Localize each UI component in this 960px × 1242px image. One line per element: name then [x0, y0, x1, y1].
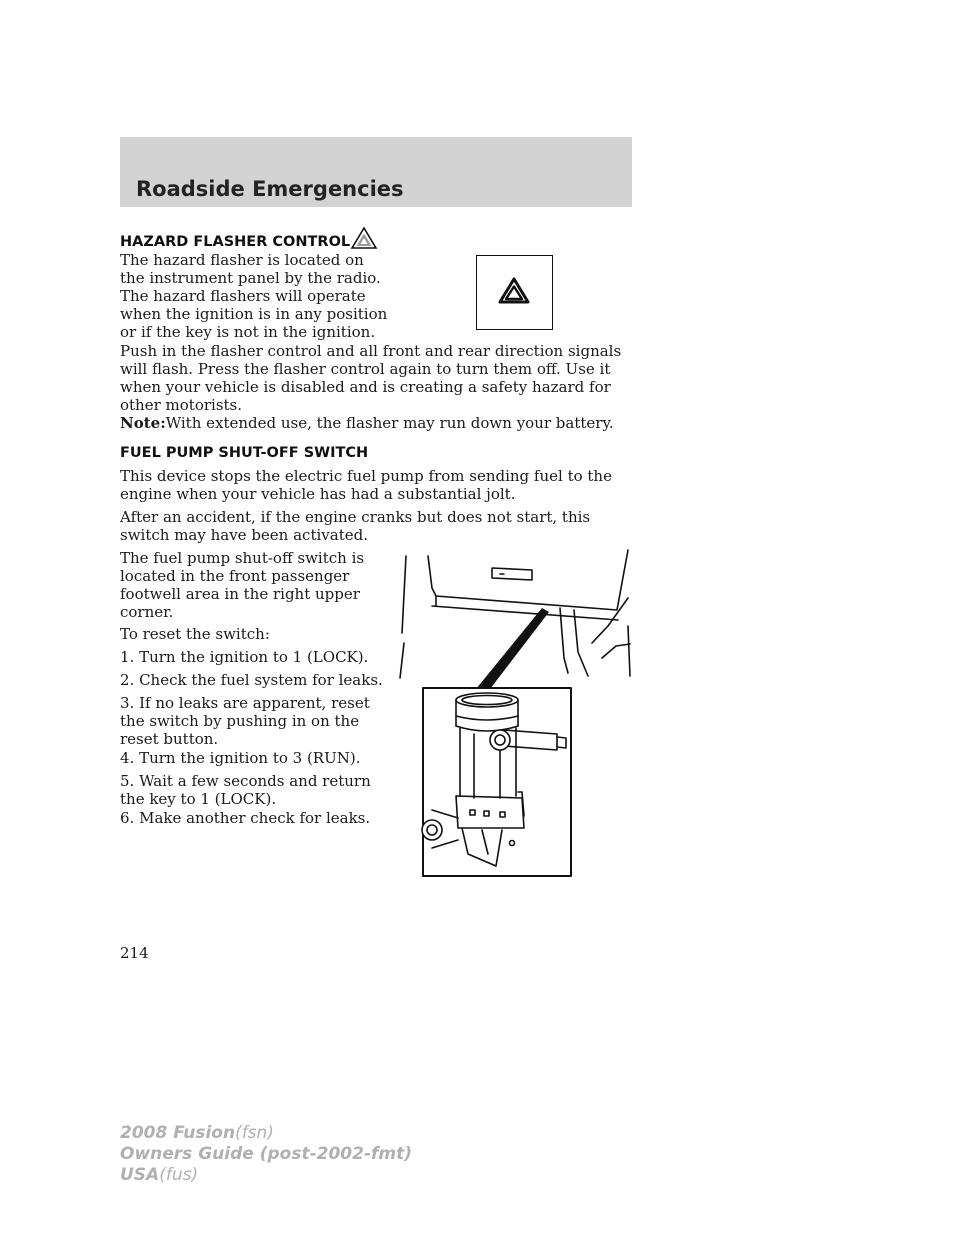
hazard-flasher-paragraph-2: Push in the flasher control and all front and rear direction signals will flash. Press the flasher control again to turn them off. Use it when your vehicle is disabled and is creating a safety hazard for other motorists.: [120, 342, 622, 414]
reset-steps-intro: To reset the switch:: [120, 625, 270, 643]
footer-market: USA: [120, 1165, 160, 1185]
hazard-flasher-paragraph-1: The hazard flasher is located on the instrument panel by the radio. The hazard flashers will operate when the ignition is in any position or if the key is not in the ignition.: [120, 251, 388, 341]
footer-model-code: (fsn): [235, 1123, 274, 1143]
hazard-flasher-icon: [477, 256, 551, 328]
hazard-flasher-symbol-box: [476, 255, 553, 330]
footer-market-code: (fus): [159, 1165, 199, 1185]
note-text: With extended use, the flasher may run down your battery.: [165, 414, 614, 432]
hazard-flasher-heading-text: HAZARD FLASHER CONTROL: [120, 234, 351, 250]
fuel-pump-heading: FUEL PUMP SHUT-OFF SWITCH: [120, 445, 369, 461]
reset-step-6: 6. Make another check for leaks.: [120, 809, 371, 827]
footer-model: 2008 Fusion: [120, 1123, 236, 1143]
reset-step-2: 2. Check the fuel system for leaks.: [120, 671, 383, 689]
section-header-band: [120, 137, 632, 207]
reset-step-5: 5. Wait a few seconds and return the key to 1 (LOCK).: [120, 772, 371, 808]
section-title: Roadside Emergencies: [136, 177, 404, 201]
footer-line-2: Owners Guide (post-2002-fmt): [120, 1144, 413, 1164]
hazard-flasher-heading: [120, 226, 377, 250]
reset-step-4: 4. Turn the ignition to 3 (RUN).: [120, 749, 361, 767]
fuel-pump-paragraph-1: This device stops the electric fuel pump from sending fuel to the engine when your vehicle has had a substantial jolt.: [120, 467, 612, 503]
battery-note: [120, 414, 640, 432]
note-label: Note:: [120, 414, 166, 432]
warning-triangle-icon: [351, 226, 377, 250]
reset-step-1: 1. Turn the ignition to 1 (LOCK).: [120, 648, 369, 666]
footer-line-3: [120, 1165, 412, 1186]
fuel-pump-paragraph-2: After an accident, if the engine cranks but does not start, this switch may have been activated.: [120, 508, 591, 544]
page-number: 214: [120, 944, 149, 962]
fuel-pump-shutoff-switch-illustration: [392, 548, 634, 878]
fuel-pump-location-paragraph: The fuel pump shut-off switch is located in the front passenger footwell area in the right upper corner.: [120, 549, 365, 621]
reset-step-3: 3. If no leaks are apparent, reset the switch by pushing in on the reset button.: [120, 694, 370, 748]
document-footer: [120, 1123, 412, 1186]
footer-line-1: [120, 1123, 412, 1144]
